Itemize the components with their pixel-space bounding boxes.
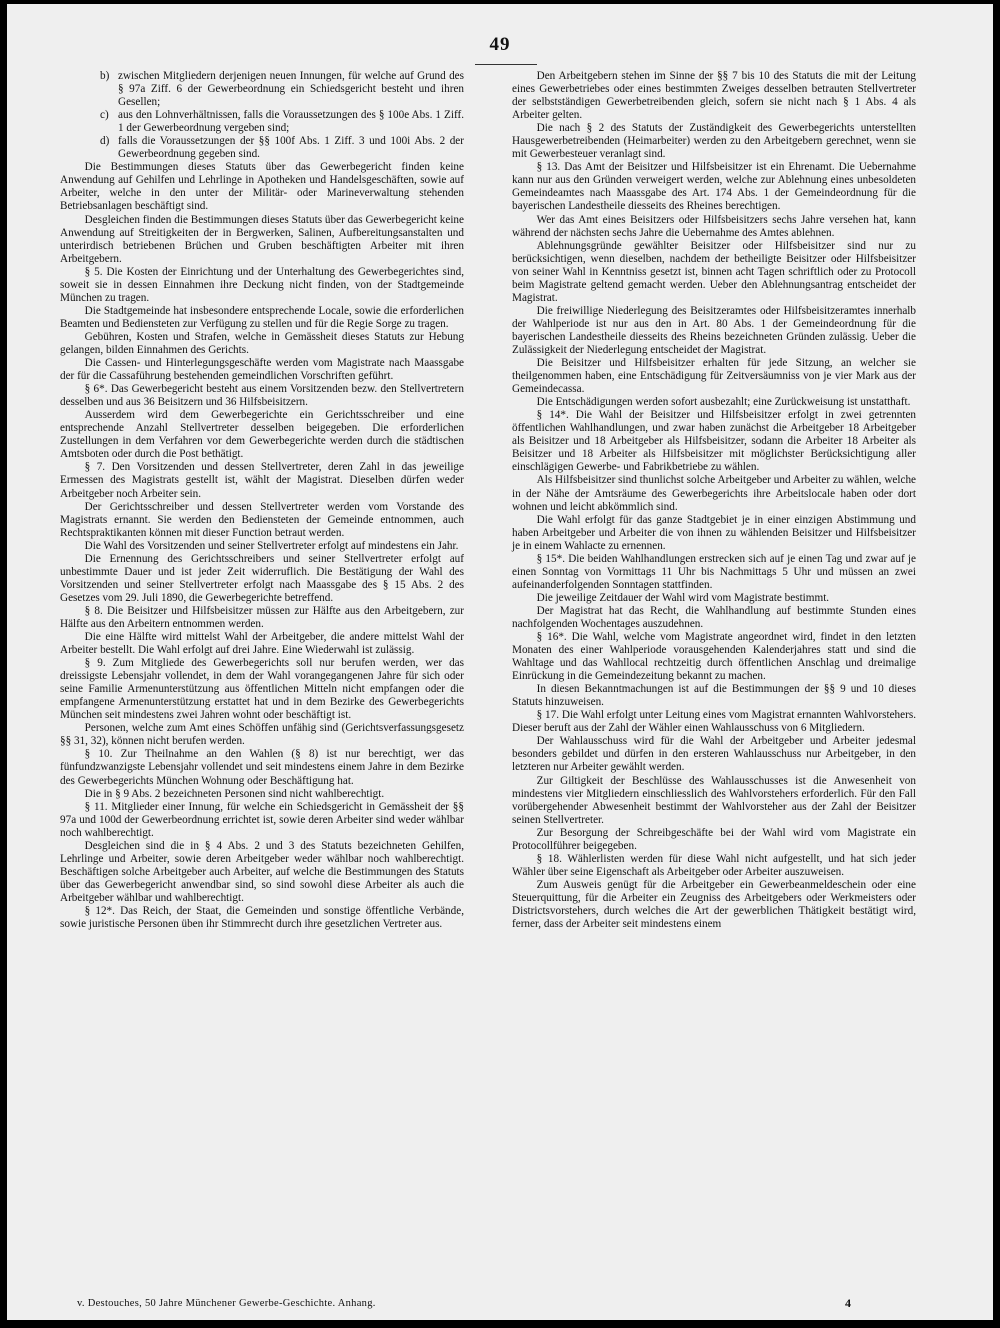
paragraph: Die Bestimmungen dieses Statuts über das Gewerbegericht finden keine Anwendung auf Gehilfen und Lehrlinge in Apotheken und Handelsgeschäften, sowie auf Arbeiter, welche in den unter der Militär- oder Marineverwaltung stehenden Betriebsanlagen beschäftigt sind. <box>60 161 464 213</box>
paragraph: Die nach § 2 des Statuts der Zuständigkeit des Gewerbegerichts unterstellten Hausgewerbetreibenden (Heimarbeiter) werden zu den Arbeitgebern gerechnet, wenn sie mit Gewerbesteuer veranlagt sind. <box>512 122 916 161</box>
paragraph: Die Beisitzer und Hilfsbeisitzer erhalten für jede Sitzung, an welcher sie theilgenommen haben, eine Entschädigung für Zeitversäumniss von je vier Mark aus der Gemeindecassa. <box>512 357 916 396</box>
paragraph: Ausserdem wird dem Gewerbegerichte ein Gerichtsschreiber und eine entsprechende Anzahl Stellvertreter desselben beigegeben. Die erforderlichen Zustellungen in dem Verfahren vor dem Gewerbegerichte werden durch die städtischen Amtsboten oder durch die Post bethätigt. <box>60 409 464 461</box>
paragraph: § 9. Zum Mitgliede des Gewerbegerichts soll nur berufen werden, wer das dreissigste Lebensjahr vollendet, in dem der Wahl vorangegangenen Jahre für sich oder seine Familie Armenunterstützung aus öffentlichen Mitteln nicht empfangen oder die empfangene Armenunterstützung erstattet hat und in dem Bezirke des Gewerbegerichts München seit mindestens zwei Jahren wohnt oder beschäftigt ist. <box>60 657 464 722</box>
list-item-text: aus den Lohnverhältnissen, falls die Voraussetzungen des § 100e Abs. 1 Ziff. 1 der Gewerbeordnung vergeben sind; <box>118 109 464 135</box>
paragraph: Als Hilfsbeisitzer sind thunlichst solche Arbeitgeber und Arbeiter zu wählen, welche in der Nähe der Amtsräume des Gewerbegerichts ihre Arbeitslocale haben oder dort wohnen und leicht abkömmlich sind. <box>512 474 916 513</box>
list-item <box>100 109 464 135</box>
paragraph: Die eine Hälfte wird mittelst Wahl der Arbeitgeber, die andere mittelst Wahl der Arbeiter bestellt. Die Wahl erfolgt auf drei Jahre. Eine Wiederwahl ist zulässig. <box>60 631 464 657</box>
paragraph: § 18. Wählerlisten werden für diese Wahl nicht aufgestellt, und hat sich jeder Wähler über seine Eigenschaft als Arbeitgeber oder Arbeiter auszuweisen. <box>512 852 916 878</box>
paragraph: Wer das Amt eines Beisitzers oder Hilfsbeisitzers sechs Jahre versehen hat, kann während der nächsten sechs Jahre die Uebernahme des Amtes ablehnen. <box>512 213 916 239</box>
document-page <box>7 4 993 1320</box>
paragraph: Der Wahlausschuss wird für die Wahl der Arbeitgeber und Arbeiter jedesmal besonders gebildet und dürfen in den ersteren Wahlausschuss nur Arbeitgeber, in den letzteren nur Arbeiter gewählt werden. <box>512 735 916 774</box>
paragraph: Die Wahl des Vorsitzenden und seiner Stellvertreter erfolgt auf mindestens ein Jahr. <box>84 539 459 552</box>
paragraph: Die Wahl erfolgt für das ganze Stadtgebiet je in einer einzigen Abstimmung und haben Arbeitgeber und Arbeiter die von ihnen zu wählenden Beisitzer und Hilfsbeisitzer je in einem Wahlacte zu ernennen. <box>512 513 916 552</box>
paragraph: Gebühren, Kosten und Strafen, welche in Gemässheit dieses Statuts zur Hebung gelangen, bilden Einnahmen des Gerichts. <box>60 330 464 356</box>
page-number: 49 <box>489 34 511 55</box>
list-item-text: falls die Voraussetzungen der §§ 100f Abs. 1 Ziff. 3 und 100i Abs. 2 der Gewerbeordnung gegeben sind. <box>118 135 464 161</box>
paragraph: § 11. Mitglieder einer Innung, für welche ein Schiedsgericht in Gemässheit der §§ 97a und 100d der Gewerbeordnung errichtet ist, sowie deren Arbeiter sind weder wählbar noch wahlberechtigt. <box>60 800 464 839</box>
list-item-label: d) <box>100 135 110 148</box>
list-item-label: c) <box>100 109 109 122</box>
paragraph: § 7. Den Vorsitzenden und dessen Stellvertreter, deren Zahl in das jeweilige Ermessen des Magistrats gestellt ist, wählt der Magistrat. Dieselben dürfen weder Arbeitgeber noch Arbeiter sein. <box>60 461 464 500</box>
paragraph: Den Arbeitgebern stehen im Sinne der §§ 7 bis 10 des Statuts die mit der Leitung eines Gewerbetriebes oder eines bestimmten Zweiges desselben betrauten Stellvertreter der selbstständigen Gewerbetreibenden gleich, sofern sie nicht nach § 1 Abs. 4 als Arbeiter gelten. <box>512 70 916 122</box>
paragraph: Die Stadtgemeinde hat insbesondere entsprechende Locale, sowie die erforderlichen Beamten und Bediensteten zur Verfügung zu stellen und für die Regie Sorge zu tragen. <box>60 304 464 330</box>
left-column <box>60 70 464 931</box>
signature-mark: 4 <box>845 1296 851 1310</box>
paragraph: § 16*. Die Wahl, welche vom Magistrate angeordnet wird, findet in den letzten Monaten des einer Wahlperiode vorausgehenden Kalenderjahres statt und sind die Wahltage und das Wahllocal rechtzeitig durch öffentlichen Anschlag und dreimalige Einrückung in die Gemeindezeitung bekannt zu machen. <box>512 631 916 683</box>
header-rule <box>475 64 537 65</box>
paragraph: Desgleichen sind die in § 4 Abs. 2 und 3 des Statuts bezeichneten Gehilfen, Lehrlinge und Arbeiter, sowie deren Arbeitgeber weder wählbar noch wahlberechtigt. Beschäftigen solche Arbeitgeber auch Arbeiter, auf welche die Bestimmungen des Statuts über das Gewerbegericht anwendbar sind, so sind sowohl diese Arbeiter als auch die Arbeitgeber wählbar und wahlberechtigt. <box>60 839 464 904</box>
paragraph: § 6*. Das Gewerbegericht besteht aus einem Vorsitzenden bezw. den Stellvertretern desselben und aus 36 Beisitzern und 36 Hilfsbeisitzern. <box>60 383 464 409</box>
paragraph: Desgleichen finden die Bestimmungen dieses Statuts über das Gewerbegericht keine Anwendung auf Streitigkeiten der in Bergwerken, Salinen, Aufbereitungsanstalten und unterirdisch betriebenen Brüchen und Gruben beschäftigten Arbeiter mit ihren Arbeitgebern. <box>60 213 464 265</box>
paragraph: Zum Ausweis genügt für die Arbeitgeber ein Gewerbeanmeldeschein oder eine Steuerquittung, für die Arbeiter ein Zeugniss des Arbeitgebers oder Werkmeisters oder Districtsvorstehers, durch welches die Art der gewerblichen Thätigkeit bestätigt wird, ferner, dass der Arbeiter seit mindestens einem <box>512 878 916 931</box>
paragraph: Der Magistrat hat das Recht, die Wahlhandlung auf bestimmte Stunden eines nachfolgenden Wochentages auszudehnen. <box>512 604 916 630</box>
paragraph: Die freiwillige Niederlegung des Beisitzeramtes oder Hilfsbeisitzeramtes innerhalb der Wahlperiode ist nur aus den in Art. 80 Abs. 1 der Gemeindeordnung für die bayerischen Landestheile diesseits des Rheins bezeichneten Gründen zulässig. Ueber die Zulässigkeit der Niederlegung entscheidet der Magistrat. <box>512 304 916 356</box>
paragraph: Zur Besorgung der Schreibgeschäfte bei der Wahl wird vom Magistrate ein Protocollführer beigegeben. <box>512 826 916 852</box>
paragraph: § 8. Die Beisitzer und Hilfsbeisitzer müssen zur Hälfte aus den Arbeitgebern, zur Hälfte aus den Arbeitern entnommen werden. <box>60 604 464 630</box>
right-column <box>512 70 916 931</box>
paragraph: § 5. Die Kosten der Einrichtung und der Unterhaltung des Gewerbegerichtes sind, soweit sie in dessen Einnahmen ihre Deckung nicht finden, von der Stadtgemeinde München zu tragen. <box>60 265 464 304</box>
list-item <box>100 70 464 109</box>
paragraph: Zur Giltigkeit der Beschlüsse des Wahlausschusses ist die Anwesenheit von mindestens vier Mitgliedern einschliesslich des Wahlvorstehers erforderlich. Für den Fall vorübergehender Abwesenheit bestimmt der Wahlvorsteher aus der Zahl der Beisitzer seinen Stellvertreter. <box>512 774 916 826</box>
list-item-text: zwischen Mitgliedern derjenigen neuen Innungen, für welche auf Grund des § 97a Ziff. 6 der Gewerbeordnung ein Schiedsgericht besteht und ihren Gesellen; <box>118 70 464 109</box>
paragraph: § 14*. Die Wahl der Beisitzer und Hilfsbeisitzer erfolgt in zwei getrennten öffentlichen Wahlhandlungen, und zwar haben zunächst die Arbeitgeber 18 Arbeitgeber als Beisitzer und 18 Arbeitgeber als Hilfsbeisitzer, sodann die Arbeiter 18 Arbeiter als Beisitzer und 18 Arbeiter als Hilfsbeisitzer mit möglichster Berücksichtigung aller einschlägigen Gewerbe- und Fabrikbetriebe zu wählen. <box>512 409 916 474</box>
paragraph: § 10. Zur Theilnahme an den Wahlen (§ 8) ist nur berechtigt, wer das fünfundzwanzigste Lebensjahr vollendet und seit mindestens einem Jahre in dem Bezirke des Gewerbegerichts München Wohnung oder Beschäftigung hat. <box>60 748 464 787</box>
paragraph: Der Gerichtsschreiber und dessen Stellvertreter werden vom Vorstande des Magistrats ernannt. Sie werden den Bediensteten der Gemeinde entnommen, auch Rechtspraktikanten können mit dieser Function betraut werden. <box>60 500 464 539</box>
list-item-label: b) <box>100 70 110 82</box>
footer-citation: v. Destouches, 50 Jahre Münchener Gewerbe-Geschichte. Anhang. <box>77 1298 376 1309</box>
paragraph: Ablehnungsgründe gewählter Beisitzer oder Hilfsbeisitzer sind nur zu berücksichtigen, wenn dieselben, nachdem der betheiligte Beisitzer oder Hilfsbeisitzer von seiner Wahl in Kenntniss gesetzt ist, binnen acht Tagen schriftlich oder zu Protocoll beim Magistrate geltend gemacht werden. Ueber den Ablehnungsantrag entscheidet der Magistrat. <box>512 239 916 304</box>
paragraph: Die Entschädigungen werden sofort ausbezahlt; eine Zurückweisung ist unstatthaft. <box>536 396 911 409</box>
paragraph: Die Ernennung des Gerichtsschreibers und seiner Stellvertreter erfolgt auf unbestimmte Dauer und ist jeder Zeit widerruflich. Die Bestätigung der Wahl des Vorsitzenden und seiner Stellvertreter erfolgt nach Maassgabe des § 15 Abs. 2 des Gesetzes vom 29. Juli 1890, die Gewerbegerichte betreffend. <box>60 552 464 604</box>
paragraph: In diesen Bekanntmachungen ist auf die Bestimmungen der §§ 9 und 10 dieses Statuts hinzuweisen. <box>512 683 916 709</box>
list-item <box>100 135 464 161</box>
paragraph: § 17. Die Wahl erfolgt unter Leitung eines vom Magistrat ernannten Wahlvorstehers. Dieser beruft aus der Zahl der Wähler einen Wahlausschuss von 6 Mitgliedern. <box>512 709 916 735</box>
paragraph: Die in § 9 Abs. 2 bezeichneten Personen sind nicht wahlberechtigt. <box>84 787 385 800</box>
paragraph: Personen, welche zum Amt eines Schöffen unfähig sind (Gerichtsverfassungsgesetz §§ 31, 32), können nicht berufen werden. <box>60 722 464 748</box>
paragraph: § 15*. Die beiden Wahlhandlungen erstrecken sich auf je einen Tag und zwar auf je einen Sonntag von Vormittags 11 Uhr bis Nachmittags 5 Uhr und müssen an zwei aufeinanderfolgenden Sonntagen stattfinden. <box>512 552 916 591</box>
paragraph: § 13. Das Amt der Beisitzer und Hilfsbeisitzer ist ein Ehrenamt. Die Uebernahme kann nur aus den Gründen verweigert werden, welche zur Ablehnung eines unbesoldeten Gemeindeamtes nach Maassgabe des Art. 174 Abs. 1 der Gemeindeordnung für die bayerischen Landestheile diesseits des Rheines berechtigen. <box>512 161 916 213</box>
paragraph: § 12*. Das Reich, der Staat, die Gemeinden und sonstige öffentliche Verbände, sowie juristische Personen üben ihr Stimmrecht durch ihre gesetzlichen Vertreter aus. <box>60 905 464 931</box>
paragraph: Die Cassen- und Hinterlegungsgeschäfte werden vom Magistrate nach Maassgabe der für die Cassaführung bestehenden gemeindlichen Vorschriften geführt. <box>60 357 464 383</box>
paragraph: Die jeweilige Zeitdauer der Wahl wird vom Magistrate bestimmt. <box>536 591 830 604</box>
